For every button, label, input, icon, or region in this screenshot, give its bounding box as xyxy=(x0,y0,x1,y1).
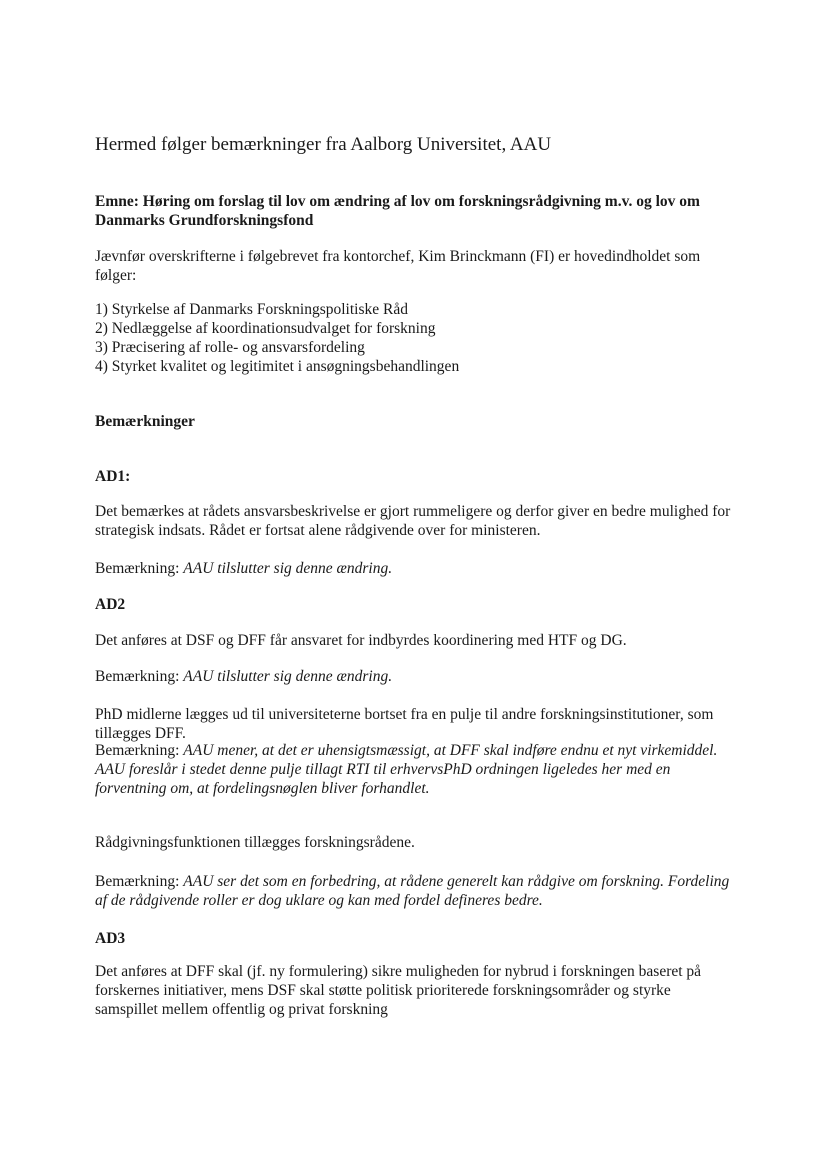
contents-list xyxy=(95,300,735,376)
ad3-text: Det anføres at DFF skal (jf. ny formulering) sikre muligheden for nybrud i forskningen baseret på forskernes initiativer, mens DSF skal støtte politisk prioriterede forskningsområder og styrke samspillet mellem offentlig og privat forskning xyxy=(95,963,702,1018)
remark-label: Bemærkning: xyxy=(95,560,184,577)
list-item: 2) Nedlæggelse af koordinationsudvalget for forskning xyxy=(95,320,436,337)
subject-line: Emne: Høring om forslag til lov om ændring af lov om forskningsrådgivning m.v. og lov om Danmarks Grundforskningsfond xyxy=(95,193,700,229)
ad2-remark-1 xyxy=(95,667,735,686)
ad1-remark xyxy=(95,559,735,578)
ad2-text-2: PhD midlerne lægges ud til universiteterne bortset fra en pulje til andre forskningsinstitutioner, som tillægges DFF. xyxy=(95,706,714,742)
ad3-heading: AD3 xyxy=(95,930,126,947)
intro-paragraph: Jævnfør overskrifterne i følgebrevet fra kontorchef, Kim Brinckmann (FI) er hovedindholdet som følger: xyxy=(95,248,701,284)
remark-label: Bemærkning: xyxy=(95,873,184,890)
ad2-remark-3 xyxy=(95,872,735,910)
ad1-text: Det bemærkes at rådets ansvarsbeskrivelse er gjort rummeligere og derfor giver en bedre mulighed for strategisk indsats. Rådet er fortsat alene rådgivende over for ministeren. xyxy=(95,503,731,539)
ad2-text-1: Det anføres at DSF og DFF får ansvaret for indbyrdes koordinering med HTF og DG. xyxy=(95,632,627,649)
list-item: 3) Præcisering af rolle- og ansvarsfordeling xyxy=(95,339,365,356)
document-title: Hermed følger bemærkninger fra Aalborg Universitet, AAU xyxy=(95,134,552,155)
remark-text: AAU ser det som en forbedring, at rådene generelt kan rådgive om forskning. Fordeling af de rådgivende roller er dog uklare og kan med fordel defineres bedre. xyxy=(95,873,730,909)
remarks-heading: Bemærkninger xyxy=(95,413,195,430)
remark-label: Bemærkning: xyxy=(95,742,184,759)
ad2-text-3: Rådgivningsfunktionen tillægges forskningsrådene. xyxy=(95,834,415,851)
remark-label: Bemærkning: xyxy=(95,668,184,685)
list-item: 4) Styrket kvalitet og legitimitet i ansøgningsbehandlingen xyxy=(95,358,460,375)
remark-text: AAU mener, at det er uhensigtsmæssigt, at DFF skal indføre endnu et nyt virkemiddel. AAU foreslår i stedet denne pulje tillagt RTI til erhvervsPhD ordningen ligeledes her med en forventning om, at fordelingsnøglen bliver forhandlet. xyxy=(95,742,718,797)
ad2-remark-2 xyxy=(95,741,735,798)
ad2-heading: AD2 xyxy=(95,596,126,613)
remark-text: AAU tilslutter sig denne ændring. xyxy=(183,668,393,685)
ad1-heading: AD1: xyxy=(95,468,131,485)
list-item: 1) Styrkelse af Danmarks Forskningspolitiske Råd xyxy=(95,301,408,318)
remark-text: AAU tilslutter sig denne ændring. xyxy=(183,560,393,577)
